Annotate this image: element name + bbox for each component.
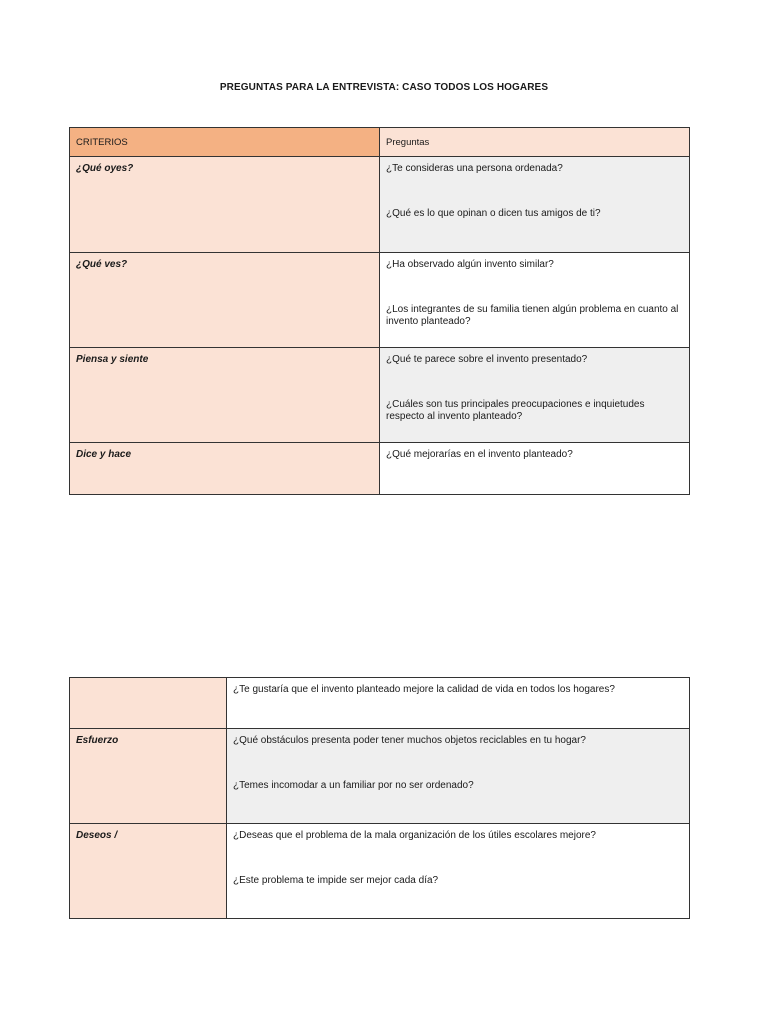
table-row <box>70 729 690 824</box>
criteria-table-2 <box>69 677 690 919</box>
preguntas-cell <box>380 443 690 495</box>
table-row <box>70 253 690 348</box>
criterio-que-ves: ¿Qué ves? <box>70 253 380 348</box>
question-text: ¿Qué mejorarías en el invento planteado? <box>386 449 573 460</box>
criterio-que-oyes: ¿Qué oyes? <box>70 157 380 253</box>
question-text: ¿Te gustaría que el invento planteado mejore la calidad de vida en todos los hogares? <box>233 684 615 695</box>
criterios-header: CRITERIOS <box>70 128 380 157</box>
preguntas-cell <box>380 348 690 443</box>
question-text: ¿Ha observado algún invento similar? <box>386 259 554 270</box>
preguntas-cell <box>227 824 690 919</box>
table-row <box>70 678 690 729</box>
table-row <box>70 824 690 919</box>
question-text: ¿Te consideras una persona ordenada? <box>386 163 563 174</box>
table-row <box>70 348 690 443</box>
preguntas-cell <box>380 253 690 348</box>
criterio-piensa-y-siente: Piensa y siente <box>70 348 380 443</box>
criterio-deseos: Deseos / <box>70 824 227 919</box>
preguntas-cell <box>227 678 690 729</box>
preguntas-header: Preguntas <box>380 128 690 157</box>
question-text: ¿Los integrantes de su familia tienen algún problema en cuanto al invento planteado? <box>386 304 679 327</box>
criterio-esfuerzo: Esfuerzo <box>70 729 227 824</box>
question-text: ¿Qué es lo que opinan o dicen tus amigos de ti? <box>386 208 601 219</box>
criterio-dice-y-hace: Dice y hace <box>70 443 380 495</box>
preguntas-cell <box>380 157 690 253</box>
preguntas-cell <box>227 729 690 824</box>
table-row <box>70 443 690 495</box>
table-header-row <box>70 128 690 157</box>
criteria-table-1 <box>69 127 690 495</box>
question-text: ¿Cuáles son tus principales preocupaciones e inquietudes respecto al invento planteado? <box>386 399 645 422</box>
question-text: ¿Qué obstáculos presenta poder tener muchos objetos reciclables en tu hogar? <box>233 735 586 746</box>
criterio-empty <box>70 678 227 729</box>
table-row <box>70 157 690 253</box>
document-title: PREGUNTAS PARA LA ENTREVISTA: CASO TODOS LOS HOGARES <box>219 82 549 93</box>
question-text: ¿Este problema te impide ser mejor cada día? <box>233 875 439 886</box>
question-text: ¿Deseas que el problema de la mala organización de los útiles escolares mejore? <box>233 830 596 841</box>
question-text: ¿Qué te parece sobre el invento presentado? <box>386 354 588 365</box>
question-text: ¿Temes incomodar a un familiar por no ser ordenado? <box>233 780 474 791</box>
